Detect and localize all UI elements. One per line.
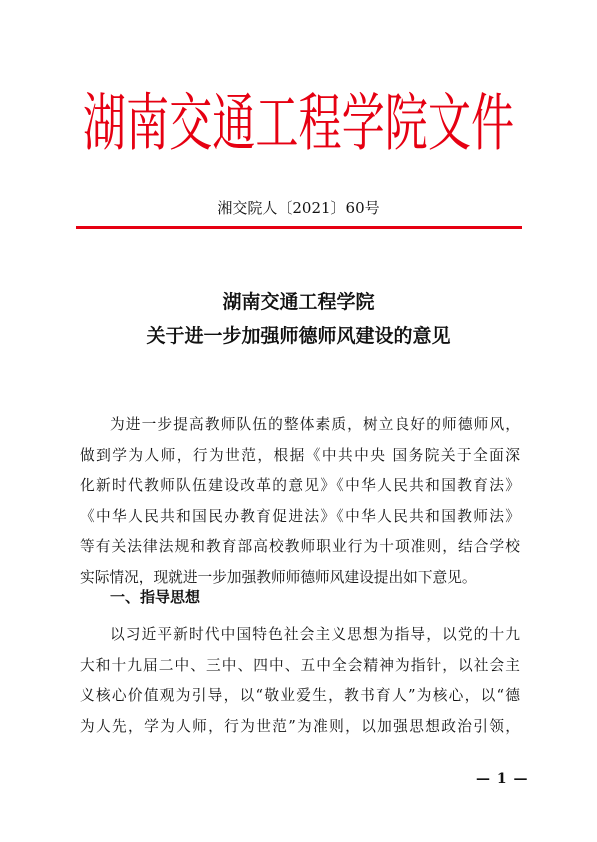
intro-line: 等有关法律法规和教育部高校教师职业行为十项准则，结合学校 bbox=[80, 538, 520, 556]
intro-line: 《中华人民共和国民办教育促进法》《中华人民共和国教师法》 bbox=[80, 507, 520, 525]
intro-line: 为进一步提高教师队伍的整体素质，树立良好的师德师风， bbox=[110, 416, 520, 433]
page-number: — 1 — bbox=[476, 771, 529, 787]
document-title-line-1: 湖南交通工程学院 bbox=[222, 291, 375, 313]
document-number: 湘交院人〔2021〕60号 bbox=[217, 199, 380, 217]
intro-line: 做到学为人师，行为世范，根据《中共中央 国务院关于全面深 bbox=[80, 446, 520, 464]
section1-paragraph bbox=[80, 620, 520, 742]
intro-line: 化新时代教师队伍建设改革的意见》《中华人民共和国教育法》 bbox=[80, 477, 520, 495]
document-title-line-2: 关于进一步加强师德师风建设的意见 bbox=[146, 325, 451, 347]
section1-line: 义核心价值观为引导，以“敬业爱生，教书育人”为核心，以“德 bbox=[80, 687, 520, 705]
section1-line: 为人先，学为人师，行为世范”为准则，以加强思想政治引领， bbox=[80, 717, 520, 735]
section1-line: 大和十九届二中、三中、四中、五中全会精神为指针，以社会主 bbox=[80, 656, 520, 674]
intro-paragraph bbox=[80, 410, 520, 594]
intro-line: 实际情况，现就进一步加强教师师德师风建设提出如下意见。 bbox=[80, 568, 477, 586]
section1-line: 以习近平新时代中国特色社会主义思想为指导，以党的十九 bbox=[110, 626, 520, 643]
document-masthead: 湖南交通工程学院文件 bbox=[82, 86, 515, 160]
section-heading-guiding-principles: 一、指导思想 bbox=[110, 588, 201, 606]
red-divider-line bbox=[76, 226, 522, 229]
